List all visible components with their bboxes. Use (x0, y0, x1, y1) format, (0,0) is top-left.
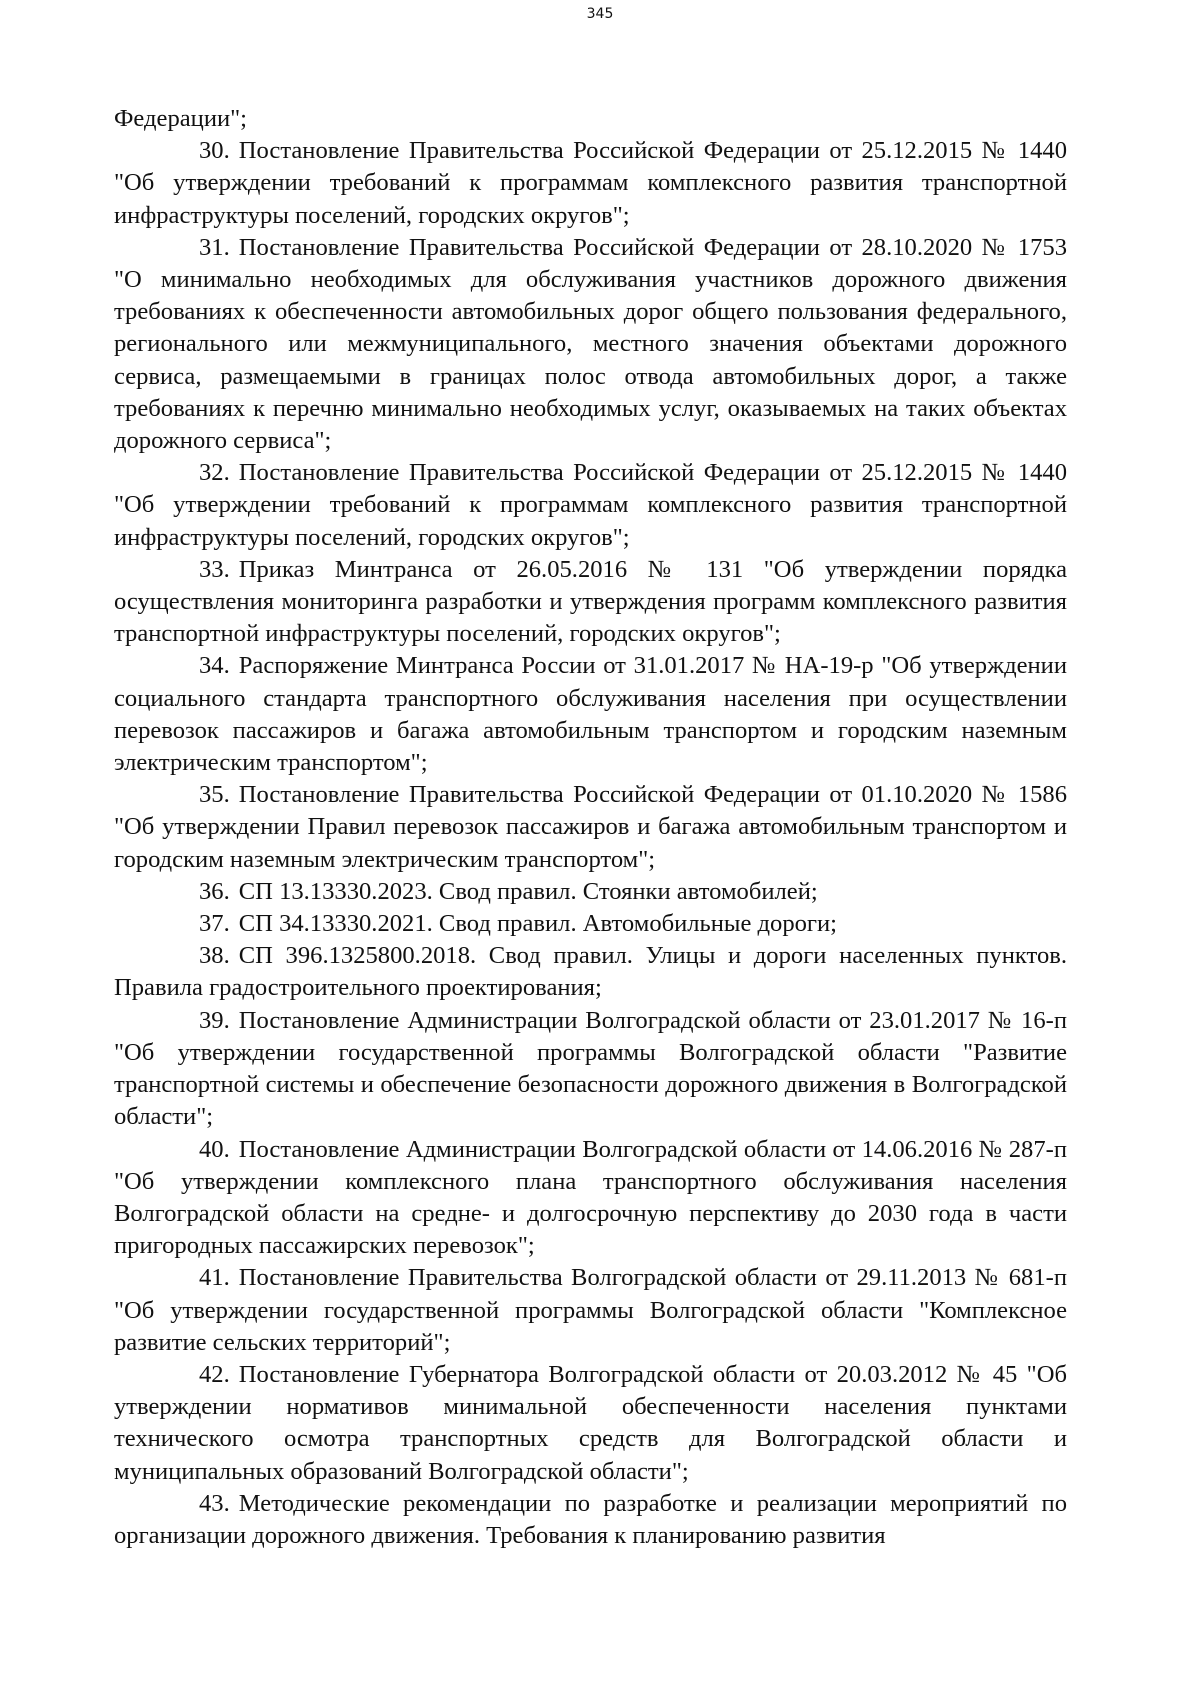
list-item-number: 32. (199, 459, 230, 487)
list-item (114, 1134, 1067, 1263)
list-item-number: 42. (199, 1360, 230, 1388)
list-item (114, 1488, 1067, 1552)
list-item (114, 232, 1067, 457)
list-item-number: 35. (199, 781, 230, 809)
continuation-text: Федерации"; (114, 105, 248, 132)
list-item-number: 40. (199, 1135, 230, 1163)
list-item-number: 43. (199, 1489, 230, 1517)
list-item (114, 908, 1067, 940)
list-item (114, 1359, 1067, 1488)
list-item-text: Приказ Минтранса от 26.05.2016 № 131 "Об утверждении порядка осуществления мониторинга разработки и утверждения программ комплексного развития транспортной инфраструктуры поселений, городских округов"; (114, 555, 1067, 648)
list-item-text: Постановление Правительства Российской Федерации от 25.12.2015 № 1440 "Об утверждении требований к программам комплексного развития транспортной инфраструктуры поселений, городских округов"; (114, 459, 1067, 551)
list-item-number: 38. (199, 942, 230, 970)
list-item (114, 779, 1067, 876)
list-item-text: СП 396.1325800.2018. Свод правил. Улицы и дороги населенных пунктов. Правила градостроительного проектирования; (114, 942, 1067, 1002)
list-item (114, 554, 1067, 651)
list-item-text: Постановление Губернатора Волгоградской области от 20.03.2012 № 45 "Об утверждении нормативов минимальной обеспеченности населения пунктами технического осмотра транспортных средств для Волгоградской области и муниципальных образований Волгоградской области"; (114, 1360, 1067, 1485)
list-item-text: Постановление Администрации Волгоградской области от 23.01.2017 № 16-п "Об утверждении государственной программы Волгоградской области "Развитие транспортной системы и обеспечение безопасности дорожного движения в Волгоградской области"; (114, 1006, 1067, 1131)
list-item-text: СП 13.13330.2023. Свод правил. Стоянки автомобилей; (238, 877, 818, 905)
list-item-text: Постановление Правительства Волгоградской области от 29.11.2013 № 681-п "Об утверждении государственной программы Волгоградской области "Комплексное развитие сельских территорий"; (114, 1264, 1067, 1356)
list-item-number: 34. (199, 652, 230, 680)
list-item (114, 457, 1067, 554)
list-item-text: Распоряжение Минтранса России от 31.01.2017 № НА-19-р "Об утверждении социального стандарта транспортного обслуживания населения при осуществлении перевозок пассажиров и багажа автомобильным транспортом и городским наземным электрическим транспортом"; (114, 652, 1067, 777)
list-item-text: Постановление Правительства Российской Федерации от 25.12.2015 № 1440 "Об утверждении требований к программам комплексного развития транспортной инфраструктуры поселений, городских округов"; (114, 137, 1067, 229)
list-item-number: 39. (199, 1006, 230, 1034)
list-item-number: 41. (199, 1264, 230, 1292)
document-body (114, 103, 1067, 1552)
list-item (114, 876, 1067, 908)
list-item-number: 37. (199, 910, 230, 938)
list-item-text: Постановление Правительства Российской Федерации от 28.10.2020 № 1753 "О минимально необходимых для обслуживания участников дорожного движения требованиях к обеспеченности автомобильных дорог общего пользования федерального, регионального или межмуниципального, местного значения объектами дорожного сервиса, размещаемыми в границах полос отвода автомобильных дорог, а также требованиях к перечню минимально необходимых услуг, оказываемых на таких объектах дорожного сервиса"; (114, 233, 1067, 455)
list-item-number: 31. (199, 233, 230, 261)
list-item (114, 1005, 1067, 1134)
list-item-text: Постановление Администрации Волгоградской области от 14.06.2016 № 287-п "Об утверждении комплексного плана транспортного обслуживания населения Волгоградской области на средне- и долгосрочную перспективу до 2030 года в части пригородных пассажирских перевозок"; (114, 1135, 1067, 1260)
list-item-text: СП 34.13330.2021. Свод правил. Автомобильные дороги; (238, 910, 838, 938)
list-item-number: 33. (199, 555, 230, 583)
list-item-text: Постановление Правительства Российской Федерации от 01.10.2020 № 1586 "Об утверждении Правил перевозок пассажиров и багажа автомобильным транспортом и городским наземным электрическим транспортом"; (114, 781, 1067, 873)
list-item (114, 135, 1067, 232)
list-item (114, 940, 1067, 1004)
list-item-text: Методические рекомендации по разработке и реализации мероприятий по организации дорожного движения. Требования к планированию развития (114, 1489, 1067, 1549)
list-item-number: 36. (199, 877, 230, 905)
list-item (114, 1262, 1067, 1359)
list-item-number: 30. (199, 137, 230, 165)
regulation-list (114, 135, 1067, 1552)
list-item (114, 650, 1067, 779)
page-number: 345 (586, 6, 614, 22)
